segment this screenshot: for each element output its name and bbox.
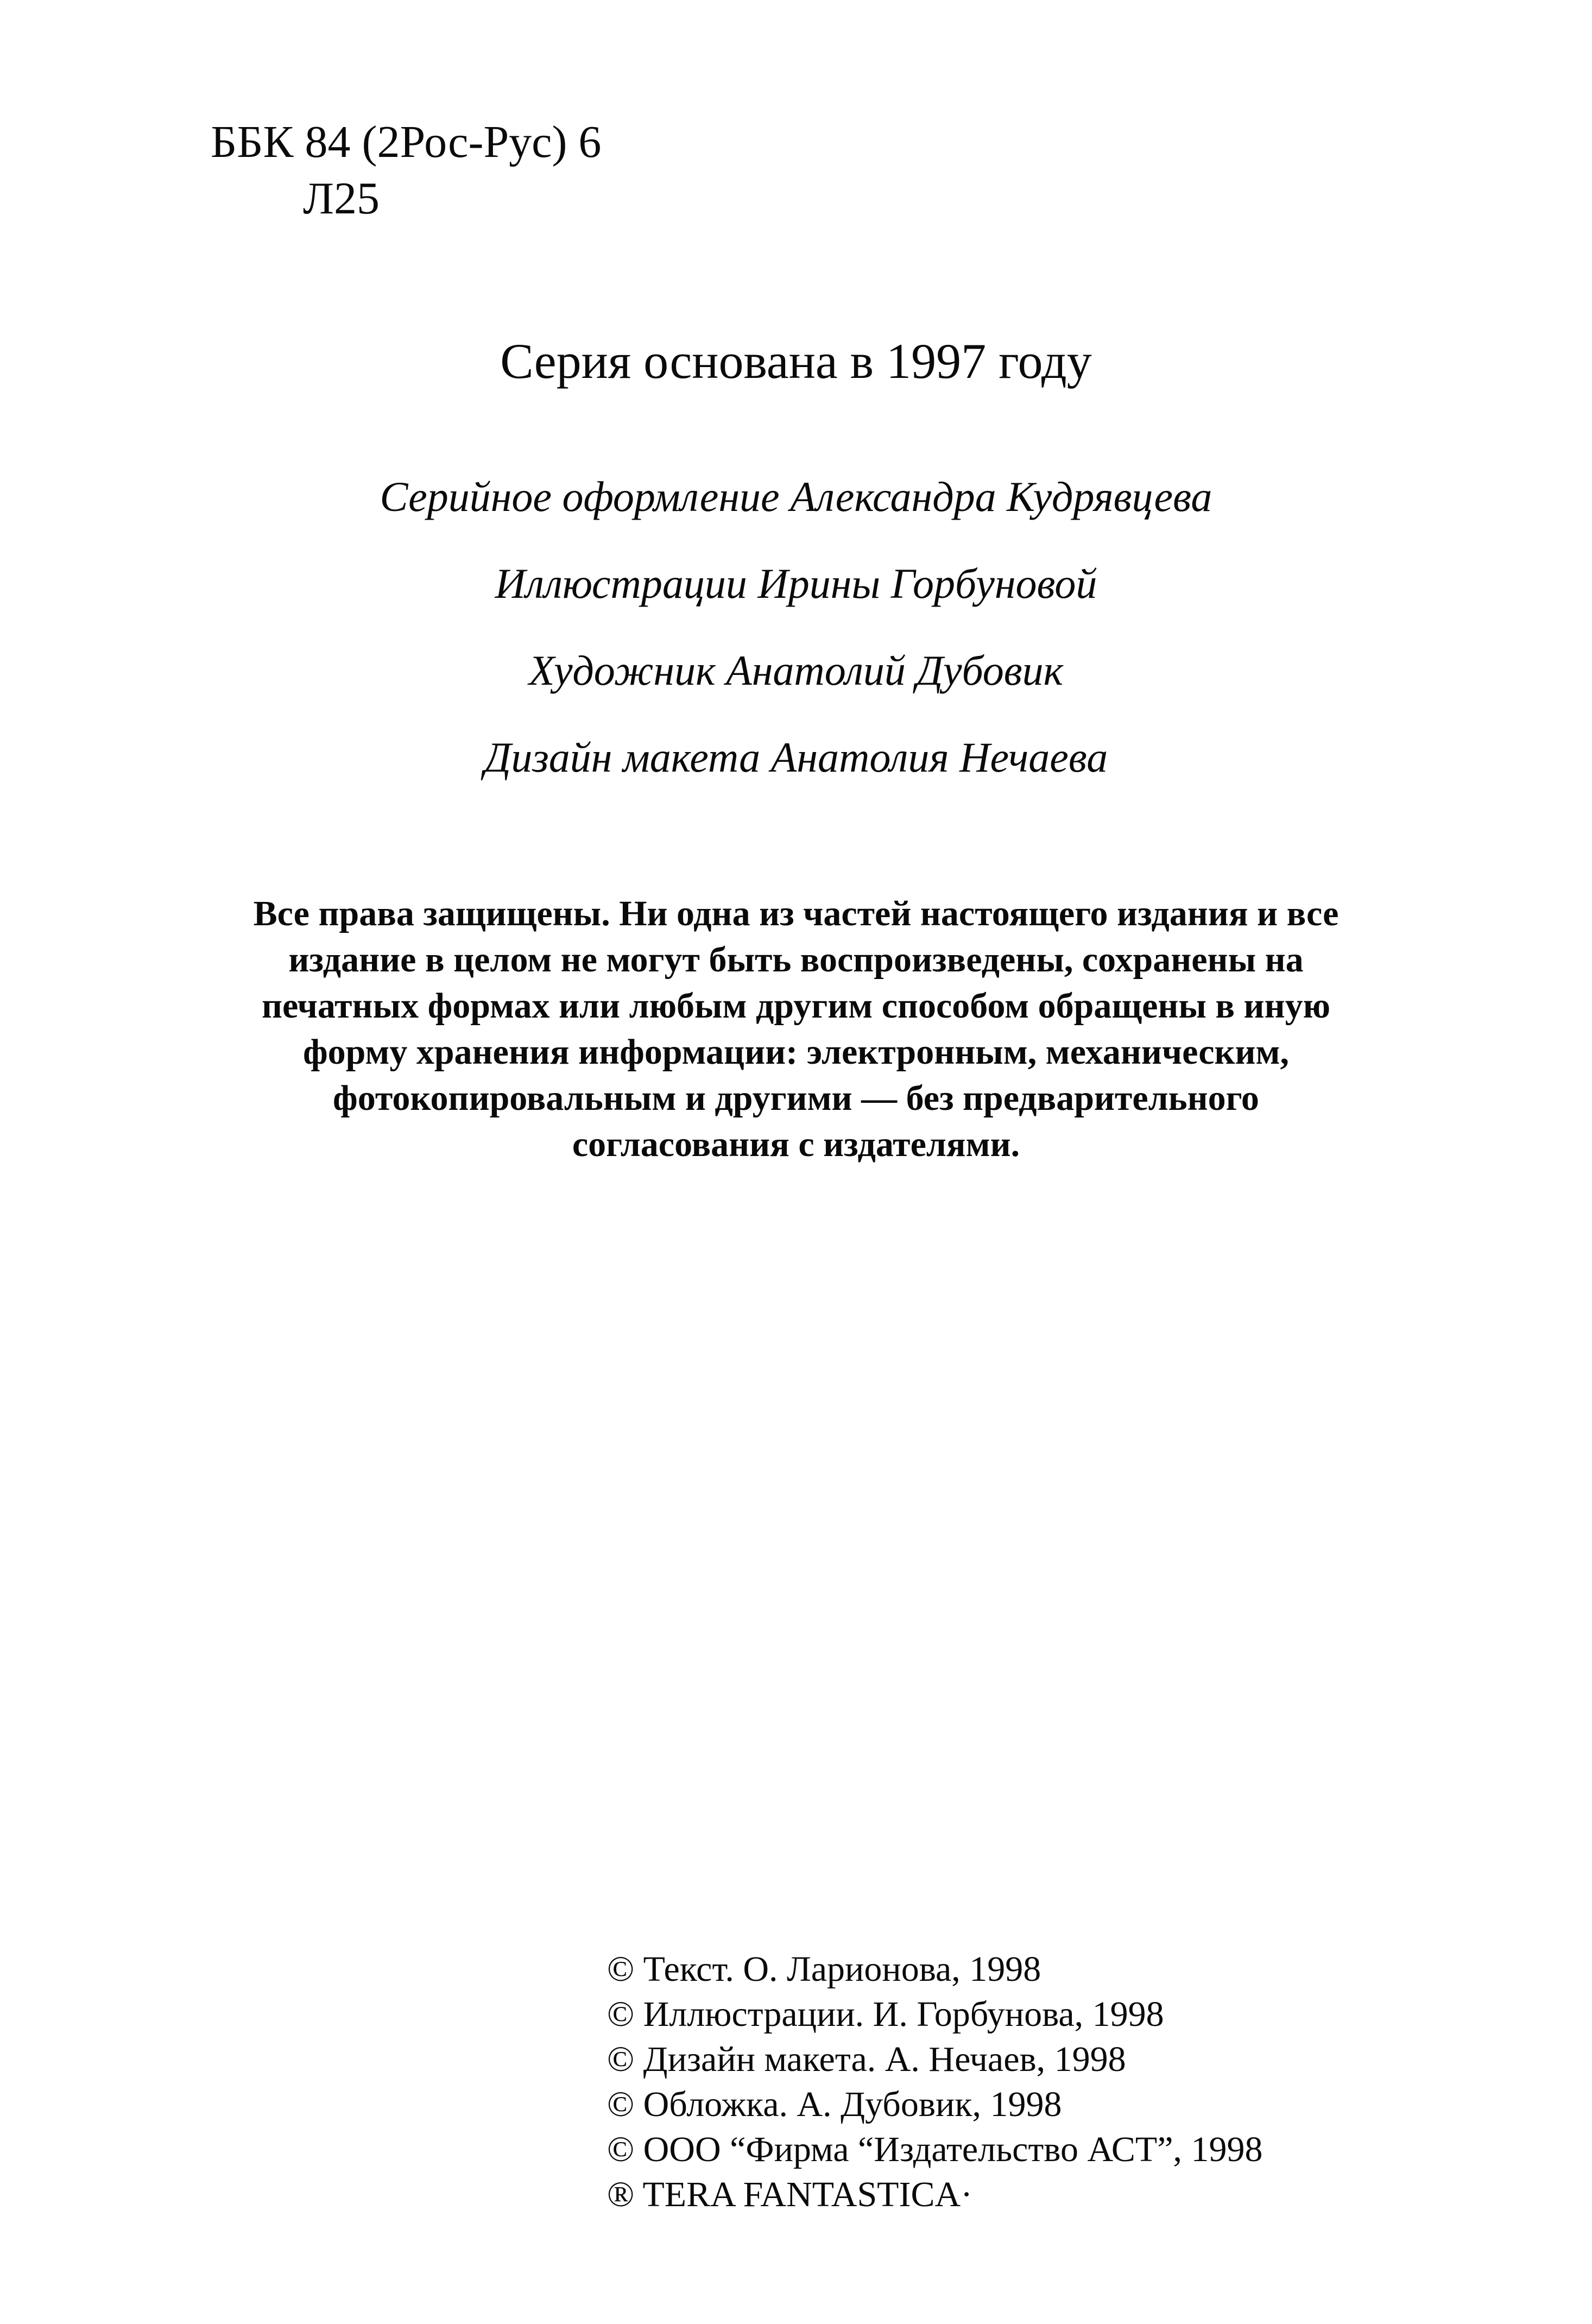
trademark-tera-fantastica: ® TERA FANTASTICA· — [607, 2175, 973, 2214]
rights-line: Все права защищены. Ни одна из частей настоящего издания и все — [253, 894, 1339, 933]
rights-line: форму хранения информации: электронным, механическим, — [303, 1032, 1289, 1072]
copyright-cover: © Обложка. А. Дубовик, 1998 — [607, 2085, 1062, 2124]
rights-line: фотокопировальным и другими — без предварительного — [333, 1078, 1259, 1118]
rights-line: печатных формах или любым другим способом обращены в иную — [261, 986, 1331, 1026]
series-founded-text: Серия основана в 1997 году — [500, 333, 1092, 389]
credit-layout-design: Дизайн макета Анатолия Нечаева — [484, 734, 1108, 781]
copyright-text: © Текст. О. Ларионова, 1998 — [607, 1949, 1041, 1989]
author-mark: Л25 — [303, 173, 380, 224]
bbk-code: ББК 84 (2Рос-Рус) 6 — [211, 117, 602, 167]
copyright-publisher: © ООО “Фирма “Издательство АСТ”, 1998 — [607, 2130, 1263, 2169]
rights-line: издание в целом не могут быть воспроизведены, сохранены на — [288, 940, 1304, 980]
copyright-block — [607, 1947, 1263, 2217]
credit-artist: Художник Анатолий Дубовик — [528, 647, 1064, 694]
rights-line: согласования с издателями. — [572, 1125, 1020, 1164]
bbk-classification — [211, 114, 601, 227]
copyright-layout: © Дизайн макета. А. Нечаев, 1998 — [607, 2039, 1126, 2079]
copyright-illustrations: © Иллюстрации. И. Горбунова, 1998 — [607, 1994, 1164, 2034]
credit-series-design: Серийное оформление Александра Кудрявцева — [380, 473, 1212, 520]
credit-illustrations: Иллюстрации Ирины Горбуновой — [495, 560, 1097, 607]
rights-notice — [201, 891, 1391, 1167]
credits-block — [0, 453, 1592, 801]
